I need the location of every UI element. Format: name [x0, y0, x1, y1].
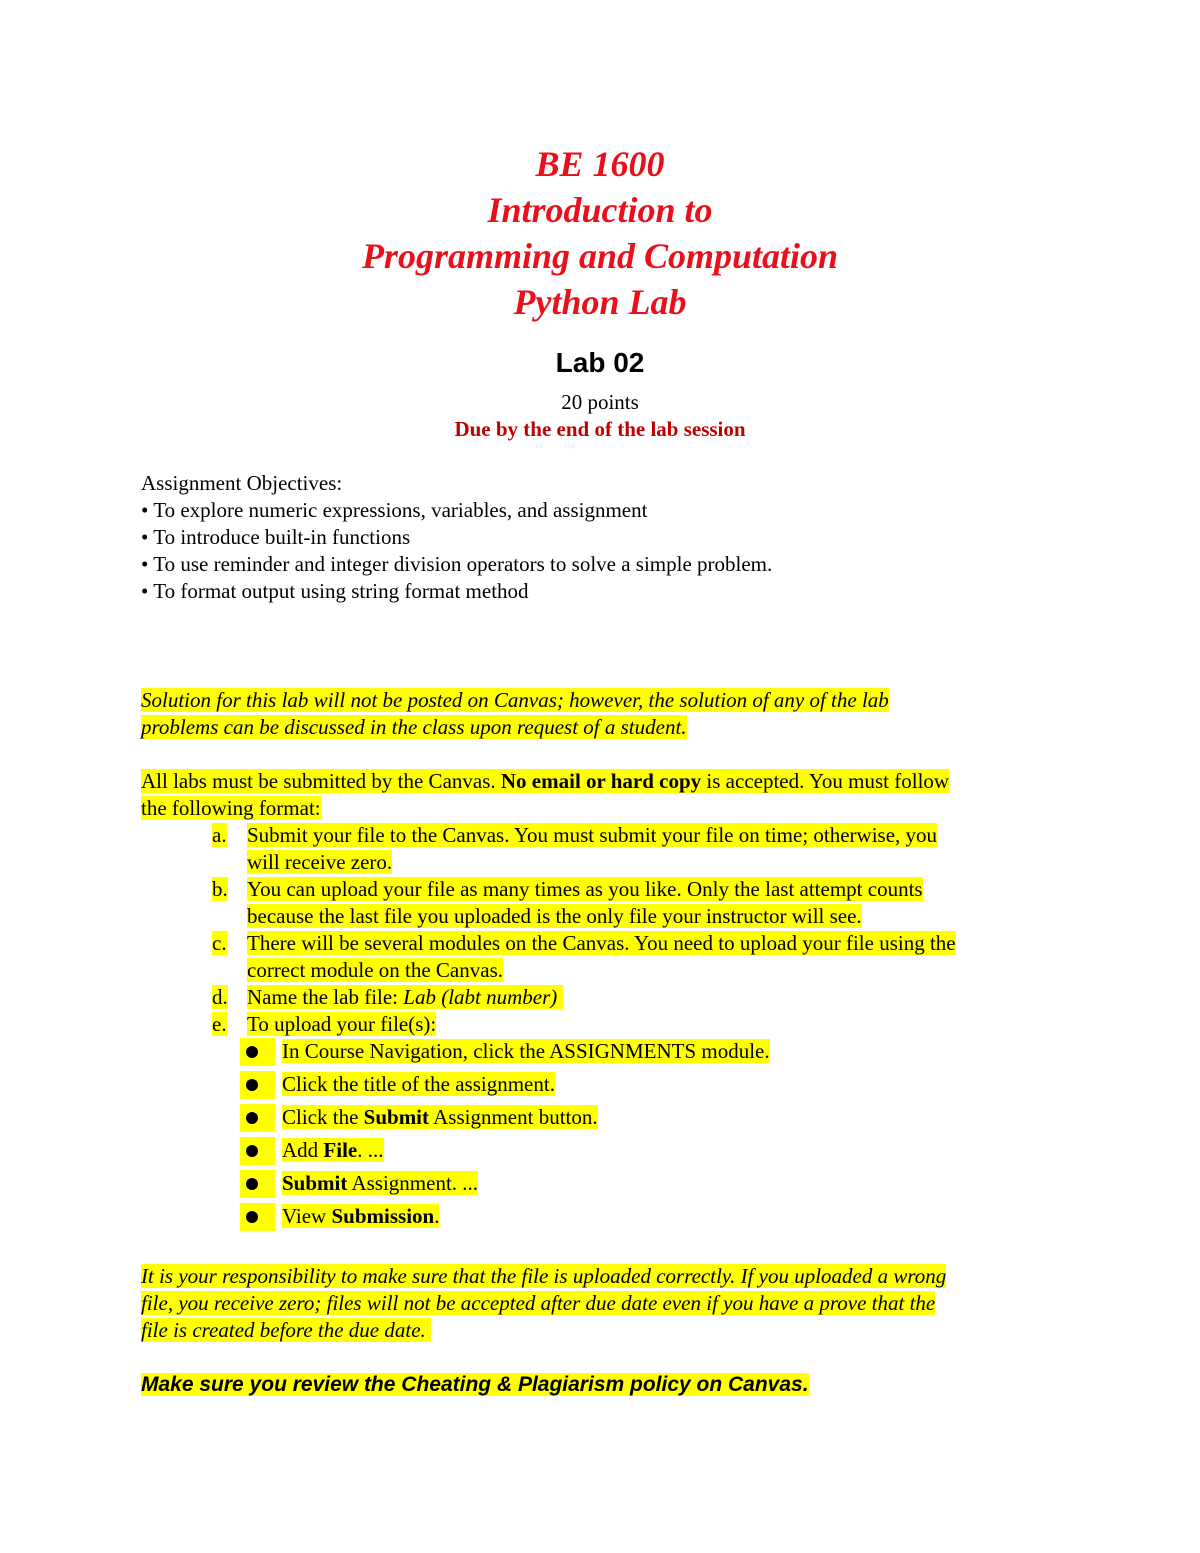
- item-b-line-2: because the last file you uploaded is the only file your instructor will see.: [247, 904, 862, 928]
- bullet-icon: [246, 1046, 258, 1058]
- bullet-icon: [246, 1211, 258, 1223]
- course-title-line-1: Introduction to: [487, 190, 713, 230]
- item-d-line-1: Name the lab file: Lab (labt number): [247, 984, 563, 1011]
- bullet-icon: [246, 1178, 258, 1190]
- submission-intro: All labs must be submitted by the Canvas. No email or hard copy is accepted. You must follow: [141, 769, 950, 793]
- item-a-line-1: Submit your file to the Canvas. You must submit your file on time; otherwise, you: [247, 823, 938, 847]
- item-a-line-2: will receive zero.: [247, 850, 393, 874]
- responsibility-line-1: It is your responsibility to make sure that the file is uploaded correctly. If you uploaded a wrong: [141, 1264, 947, 1288]
- objectives-heading: Assignment Objectives:: [141, 471, 343, 495]
- item-letter: b.: [212, 877, 228, 901]
- upload-step: Add File. ...: [282, 1138, 384, 1162]
- upload-step: Submit Assignment. ...: [282, 1171, 479, 1195]
- item-e-line-1: To upload your file(s):: [247, 1012, 437, 1036]
- objective-item: • To explore numeric expressions, variables, and assignment: [141, 498, 648, 522]
- course-title-line-3: Python Lab: [513, 282, 687, 322]
- objective-item: • To format output using string format method: [141, 579, 529, 603]
- upload-step: Click the title of the assignment.: [282, 1072, 555, 1096]
- lab-number: Lab 02: [555, 347, 645, 378]
- objective-item: • To use reminder and integer division operators to solve a simple problem.: [141, 552, 773, 576]
- policy-note: Make sure you review the Cheating & Plagiarism policy on Canvas.: [141, 1373, 809, 1396]
- item-letter: e.: [212, 1012, 227, 1036]
- submission-intro-line-2: the following format:: [141, 796, 321, 820]
- bullet-icon: [246, 1079, 258, 1091]
- upload-step: Click the Submit Assignment button.: [282, 1105, 598, 1129]
- bullet-icon: [246, 1112, 258, 1124]
- item-letter: d.: [212, 985, 228, 1009]
- bullet-icon: [246, 1145, 258, 1157]
- item-b-line-1: You can upload your file as many times as you like. Only the last attempt counts: [247, 877, 923, 901]
- responsibility-line-3: file is created before the due date.: [141, 1317, 431, 1344]
- upload-step: View Submission.: [282, 1204, 440, 1228]
- due-notice: Due by the end of the lab session: [454, 417, 746, 441]
- item-c-line-1: There will be several modules on the Canvas. You need to upload your file using the: [247, 931, 956, 955]
- item-c-line-2: correct module on the Canvas.: [247, 958, 503, 982]
- responsibility-line-2: file, you receive zero; files will not be accepted after due date even if you have a prove that the: [141, 1291, 936, 1315]
- course-title-line-2: Programming and Computation: [361, 236, 839, 276]
- solution-note-line-1: Solution for this lab will not be posted on Canvas; however, the solution of any of the lab: [141, 688, 889, 712]
- lab-points: 20 points: [561, 390, 639, 414]
- upload-step: In Course Navigation, click the ASSIGNMENTS module.: [282, 1039, 770, 1063]
- course-code: BE 1600: [535, 144, 665, 184]
- item-letter: a.: [212, 823, 227, 847]
- item-letter: c.: [212, 931, 227, 955]
- solution-note-line-2: problems can be discussed in the class upon request of a student.: [141, 715, 687, 739]
- objective-item: • To introduce built-in functions: [141, 525, 411, 549]
